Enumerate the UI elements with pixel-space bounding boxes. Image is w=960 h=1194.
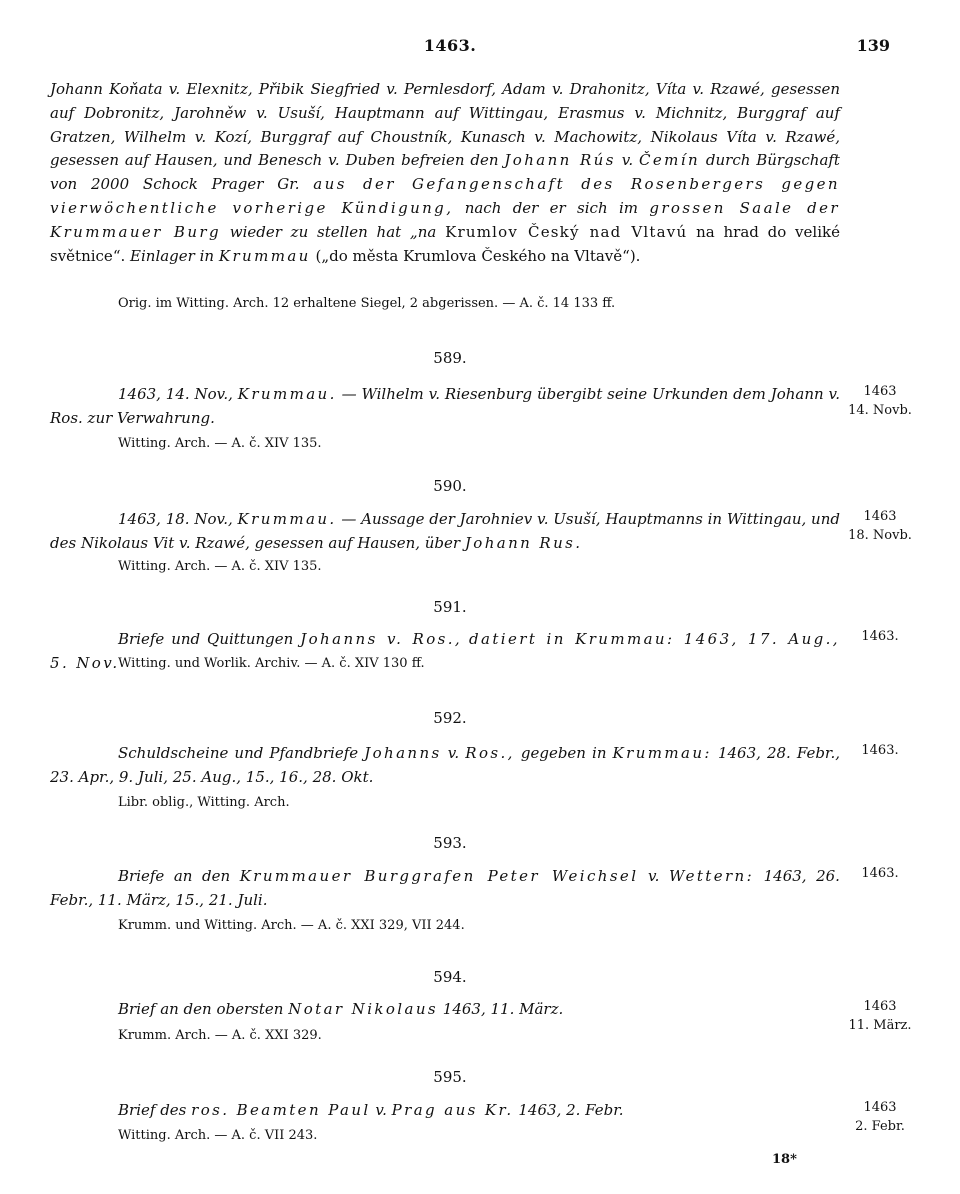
source-note: Witting. Arch. — A. č. XIV 135. (118, 559, 322, 574)
entry-number: 592. (433, 709, 467, 727)
source-note: Libr. oblig., Witting. Arch. (118, 795, 290, 810)
entry-continuation-text: Johann Koňata v. Elexnitz, Přibik Siegfried v. Pernlesdorf, Adam v. Drahonitz, Víta v. Rzawé, gesessen auf Dobronitz, Jarohněw v. Usuší, Hauptmann auf Wittingau, Erasmus v. Michnitz, Burggraf auf Gratzen, Wilhelm v. Kozí, Burggraf auf Choustník, Kunasch v. Machowitz, Nikolaus Víta v. Rzawé, gesessen auf Hausen, und Benesch v. Duben befreien den Johann Rús v. Čemín durch Bürgschaft von 2000 Schock Prager Gr. aus der Gefangenschaft des Rosenbergers gegen vierwöchentliche vorherige Kündigung, nach der er sich im grossen Saale der Krummauer Burg wieder zu stellen hat „na Krumlov Český nad Vltavú na hrad do veliké světnice“. Einlager in Krummau („do města Krumlova Českého na Vltavě“). (50, 80, 840, 265)
margin-date: 1463 14. Novb. (848, 384, 912, 418)
regest-text: Briefe und Quittungen Johanns v. Ros., datiert in Krummau: 1463, 17. Aug., 5. Nov. (50, 630, 840, 672)
page-number: 139 (856, 36, 890, 55)
entry-number: 589. (433, 349, 467, 367)
source-note: Orig. im Witting. Arch. 12 erhaltene Siegel, 2 abgerissen. — A. č. 14 133 ff. (118, 296, 616, 311)
regest-text: 1463, 14. Nov., Krummau. — Wilhelm v. Riesenburg übergibt seine Urkunden dem Johann v. Ros. zur Verwahrung. (50, 385, 840, 427)
regest-text: Brief des ros. Beamten Paul v. Prag aus Kr. 1463, 2. Febr. (118, 1101, 624, 1119)
source-note: Krumm. Arch. — A. č. XXI 329. (118, 1028, 322, 1043)
source-note: Witting. Arch. — A. č. VII 243. (118, 1128, 318, 1143)
running-head-year: 1463. (423, 36, 477, 55)
margin-date: 1463. (861, 866, 899, 881)
regest-text: Brief an den obersten Notar Nikolaus 1463, 11. März. (118, 1000, 564, 1018)
source-note: Krumm. und Witting. Arch. — A. č. XXI 329, VII 244. (118, 918, 465, 933)
entry-number: 594. (433, 968, 467, 986)
entry-number: 590. (433, 477, 467, 495)
regest-text: Schuldscheine und Pfandbriefe Johanns v. Ros., gegeben in Krummau: 1463, 28. Febr., 23. Apr., 9. Juli, 25. Aug., 15., 16., 28. Okt. (50, 744, 840, 786)
regest-text: 1463, 18. Nov., Krummau. — Aussage der Jarohniev v. Usuší, Hauptmanns in Wittingau, und des Nikolaus Vit v. Rzawé, gesessen auf Hausen, über Johann Rus. (50, 510, 840, 552)
entry-number: 595. (433, 1068, 467, 1086)
entry-number: 593. (433, 834, 467, 852)
margin-date: 1463. (861, 629, 899, 644)
sheet-signature: 18* (772, 1152, 797, 1167)
margin-date: 1463. (861, 743, 899, 758)
source-note: Witting. und Worlik. Archiv. — A. č. XIV 130 ff. (118, 656, 425, 671)
margin-date: 1463 2. Febr. (855, 1100, 905, 1134)
margin-date: 1463 18. Novb. (848, 509, 912, 543)
source-note: Witting. Arch. — A. č. XIV 135. (118, 436, 322, 451)
regest-text: Briefe an den Krummauer Burggrafen Peter Weichsel v. Wettern: 1463, 26. Febr., 11. März, 15., 21. Juli. (50, 867, 840, 909)
margin-date: 1463 11. März. (848, 999, 912, 1033)
entry-number: 591. (433, 598, 467, 616)
